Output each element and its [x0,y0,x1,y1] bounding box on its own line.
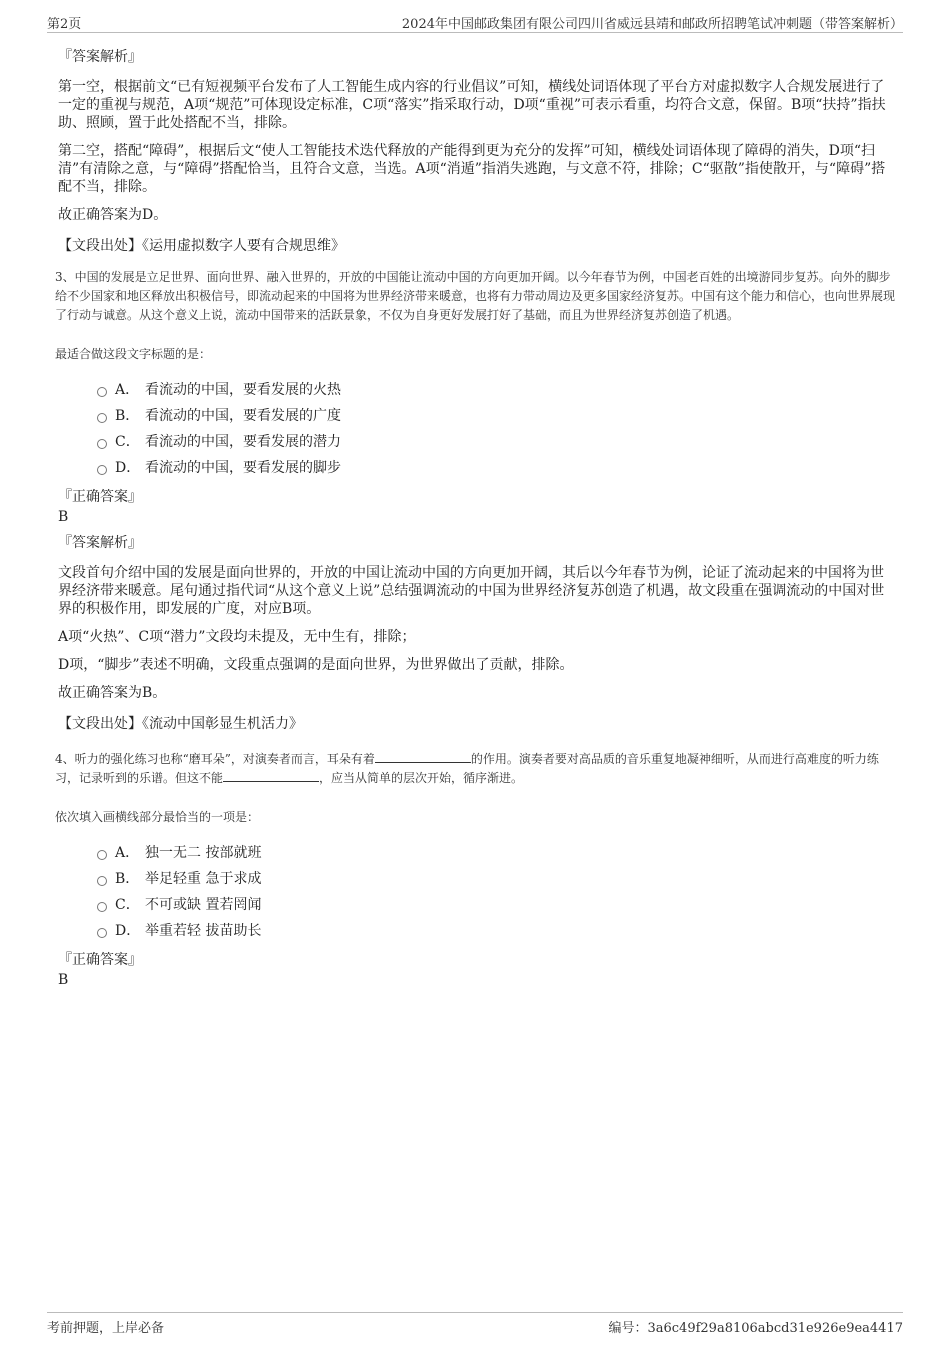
passage-source: 【文段出处】《流动中国彰显生机活力》 [58,716,303,732]
question-4-part: ，应当从简单的层次开始，循序渐进。 [319,771,524,785]
option-letter: A． [115,382,140,398]
analysis-paragraph: A项“火热”、C项“潜力”文段均未提及，无中生有，排除； [58,629,416,645]
option-letter: D． [115,460,141,476]
analysis-paragraph: 第一空，根据前文“已有短视频平台发布了人工智能生成内容的行业倡议”可知，横线处词语体现了平台方对虚拟数字人合规发展进行了一定的重视与规范，A项“规范”可体现设定标准，C项“落实”指采取行动，D项“重视”可表示看重，均符合文意，保留。B项“扶持”指扶助、照顾，置于此处搭配不当，排除。 [58,79,886,131]
radio-icon[interactable] [97,928,107,938]
radio-icon[interactable] [97,850,107,860]
page-number: 第2页 [47,17,82,32]
analysis-heading: 『答案解析』 [58,49,142,65]
option-a[interactable] [97,839,895,865]
question-4-options [97,839,895,943]
analysis-paragraph: D项，“脚步”表述不明确，文段重点强调的是面向世界，为世界做出了贡献，排除。 [58,657,574,673]
correct-answer-heading: 『正确答案』 [58,952,142,968]
passage-source: 【文段出处】《运用虚拟数字人要有合规思维》 [58,238,345,254]
question-3-text: 3、中国的发展是立足世界、面向世界、融入世界的，开放的中国能让流动中国的方向更加开阔。以今年春节为例，中国老百姓的出境游同步复苏。向外的脚步给不少国家和地区释放出积极信号，即流动起来的中国将为世界经济带来暖意，也将有力带动周边及更多国家经济复苏。中国有这个能力和信心，也向世界展现了行动与诚意。从这个意义上说，流动中国带来的活跃景象，不仅为自身更好发展打好了基础，而且为世界经济复苏创造了机遇。 [55,270,896,322]
option-text: 举足轻重 急于求成 [145,871,262,887]
analysis-paragraph: 第二空，搭配“障碍”，根据后文“使人工智能技术迭代释放的产能得到更为充分的发挥”可知，横线处词语体现了障碍的消失，D项“扫清”有清除之意，与“障碍”搭配恰当，且符合文意，当选。A项“消遁”指消失逃跑，与文意不符，排除；C“驱散”指使散开，与“障碍”搭配不当，排除。 [58,143,886,195]
analysis-paragraph: 文段首句介绍中国的发展是面向世界的，开放的中国让流动中国的方向更加开阔，其后以今年春节为例，论证了流动起来的中国将为世界经济带来暖意。尾句通过指代词“从这个意义上说”总结强调流动的中国为世界经济复苏创造了机遇，故文段重在强调流动的中国对世界的积极作用，即发展的广度，对应B项。 [58,565,885,617]
question-4-part: 的作用。演奏者要对高品质的音乐重复地凝神细听，从而进行高难度的听力练习，记录听到的乐谱。但这不能 [55,752,879,785]
radio-icon[interactable] [97,439,107,449]
correct-answer: B [58,509,69,525]
page-footer [47,1312,903,1337]
radio-icon[interactable] [97,465,107,475]
analysis-conclusion: 故正确答案为B。 [58,685,167,701]
correct-answer: B [58,972,69,988]
radio-icon[interactable] [97,387,107,397]
question-4-part: 4、听力的强化练习也称“磨耳朵”，对演奏者而言，耳朵有着 [55,752,375,766]
option-a[interactable] [97,376,895,402]
option-d[interactable] [97,454,895,480]
option-text: 不可或缺 置若罔闻 [145,897,262,913]
question-4-prompt: 依次填入画横线部分最恰当的一项是： [55,810,260,824]
option-d[interactable] [97,917,895,943]
question-3-options [97,376,895,480]
option-text: 看流动的中国，要看发展的广度 [145,408,341,424]
option-letter: C． [115,897,140,913]
fill-blank [375,750,471,763]
analysis-conclusion: 故正确答案为D。 [58,207,168,223]
option-text: 独一无二 按部就班 [145,845,262,861]
question-3-prompt: 最适合做这段文字标题的是： [55,347,212,361]
option-c[interactable] [97,891,895,917]
radio-icon[interactable] [97,876,107,886]
option-text: 看流动的中国，要看发展的脚步 [145,460,341,476]
option-b[interactable] [97,402,895,428]
radio-icon[interactable] [97,902,107,912]
correct-answer-heading: 『正确答案』 [58,489,142,505]
fill-blank [223,769,319,782]
option-letter: A． [115,845,140,861]
option-letter: B． [115,408,140,424]
option-b[interactable] [97,865,895,891]
option-letter: B． [115,871,140,887]
document-id: 编号：3a6c49f29a8106abcd31e926e9ea4417 [608,1321,903,1336]
option-text: 举重若轻 拔苗助长 [145,923,262,939]
option-c[interactable] [97,428,895,454]
option-letter: C． [115,434,140,450]
analysis-heading: 『答案解析』 [58,535,142,551]
footer-slogan: 考前押题，上岸必备 [47,1321,165,1336]
page-header [47,10,903,33]
page-content [55,40,895,989]
radio-icon[interactable] [97,413,107,423]
option-text: 看流动的中国，要看发展的火热 [145,382,341,398]
option-text: 看流动的中国，要看发展的潜力 [145,434,341,450]
option-letter: D． [115,923,141,939]
question-4-text [55,750,895,788]
document-title: 2024年中国邮政集团有限公司四川省威远县靖和邮政所招聘笔试冲刺题（带答案解析） [401,17,903,32]
